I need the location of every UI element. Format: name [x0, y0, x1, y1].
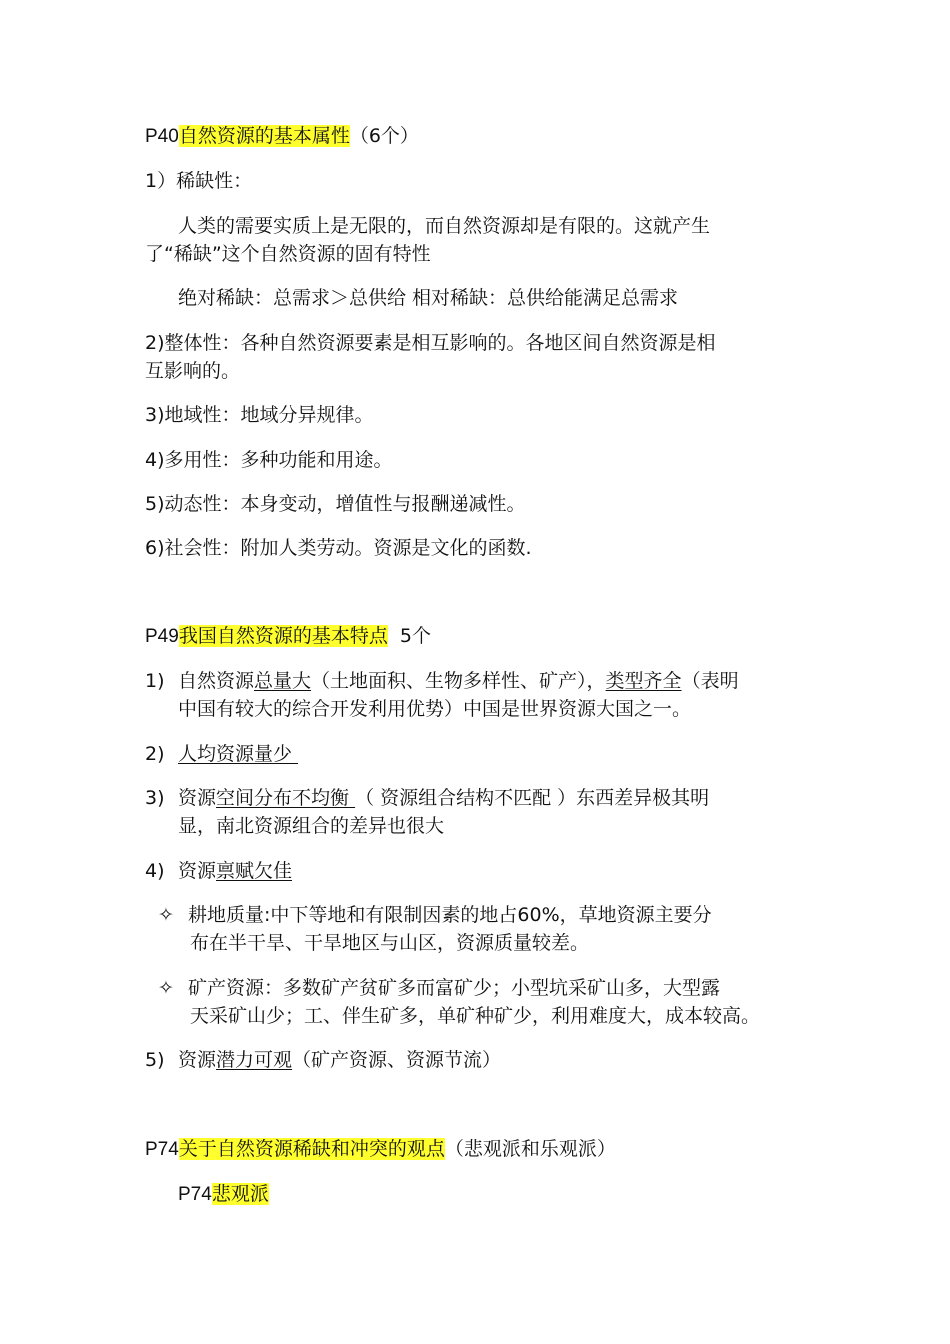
cn-item3-line2: 显，南北资源组合的差异也很大: [178, 815, 445, 837]
cn-item4-underline: 禀赋欠佳: [216, 860, 293, 882]
item-integrity-line1: 2)整体性：各种自然资源要素是相互影响的。各地区间自然资源是相: [145, 332, 716, 354]
section2-title: 我国自然资源的基本特点: [178, 625, 388, 647]
section3-sub-page-ref: P74: [178, 1184, 212, 1205]
section3-heading: [145, 1135, 616, 1164]
item-scarcity-para-line1: 人类的需要实质上是无限的，而自然资源却是有限的。这就产生: [178, 215, 711, 237]
section3-title: 关于自然资源稀缺和冲突的观点: [178, 1138, 445, 1160]
item-integrity-line2: 互影响的。: [145, 360, 241, 382]
cn-item3-line1: [145, 784, 709, 812]
cn-item1-underline-total: 总量大: [254, 670, 312, 692]
cn-item2-underline: 人均资源量少: [178, 743, 299, 765]
cn-item1-number: 1): [145, 670, 165, 692]
section1-suffix: （6个）: [349, 125, 419, 147]
cn-item5-number: 5): [145, 1049, 165, 1071]
section1-title: 自然资源的基本属性: [178, 125, 350, 147]
cn-item5-text-a: 资源: [178, 1049, 217, 1071]
cn-item2-number: 2): [145, 743, 165, 765]
cn-item3-number: 3): [145, 787, 165, 809]
cn-item1-line2: 中国有较大的综合开发利用优势）中国是世界资源大国之一。: [178, 698, 692, 720]
item-regional: 3)地域性：地域分异规律。: [145, 404, 374, 426]
section3-suffix: （悲观派和乐观派）: [444, 1138, 616, 1160]
cn-item1-underline-types: 类型齐全: [605, 670, 682, 692]
cn-item4-number: 4): [145, 860, 165, 882]
cn-item3-underline: 空间分布不均衡: [216, 787, 356, 809]
cn-item4-text-a: 资源: [178, 860, 217, 882]
section2-page-ref: P49: [145, 626, 179, 647]
cn-item5-text-b: （矿产资源、资源节流）: [292, 1049, 502, 1071]
section3-subheading: [178, 1180, 269, 1209]
diamond-bullet-icon: ✧: [158, 977, 174, 999]
cn-item1-text-b: （土地面积、生物多样性、矿产），: [311, 670, 606, 692]
cn-item2: [145, 740, 298, 768]
diamond-bullet-icon: ✧: [158, 904, 174, 926]
cn-item1-text-a: 自然资源: [178, 670, 255, 692]
bullet1-line2: 布在半干旱、干旱地区与山区，资源质量较差。: [190, 932, 590, 954]
cn-item1-text-c: （表明: [681, 670, 739, 692]
section3-page-ref: P74: [145, 1139, 179, 1160]
item-multiuse: 4)多用性：多种功能和用途。: [145, 449, 393, 471]
bullet2-text: 矿产资源：多数矿产贫矿多而富矿少；小型坑采矿山多，大型露: [188, 977, 721, 999]
section1-heading: [145, 122, 419, 151]
cn-item1-line1: [145, 667, 739, 695]
section2-heading: [145, 622, 431, 651]
section2-suffix: 5个: [387, 625, 431, 647]
item-social: 6)社会性：附加人类劳动。资源是文化的函数.: [145, 537, 532, 559]
bullet2-line1: [158, 974, 720, 1002]
bullet1-line1: [158, 901, 712, 929]
cn-item4: [145, 857, 292, 885]
item-scarcity-sub: 绝对稀缺：总需求＞总供给 相对稀缺：总供给能满足总需求: [178, 287, 679, 309]
bullet1-text: 耕地质量:中下等地和有限制因素的地占60%，草地资源主要分: [188, 904, 712, 926]
section3-sub-title: 悲观派: [211, 1183, 269, 1205]
item-scarcity-label: 1）稀缺性：: [145, 170, 253, 192]
item-dynamic: 5)动态性：本身变动，增值性与报酬递减性。: [145, 493, 526, 515]
item-scarcity-para-line2: 了“稀缺”这个自然资源的固有特性: [145, 243, 431, 265]
cn-item5-underline: 潜力可观: [216, 1049, 293, 1071]
section1-page-ref: P40: [145, 126, 179, 147]
cn-item3-text-a: 资源: [178, 787, 217, 809]
cn-item5: [145, 1046, 501, 1074]
bullet2-line2: 天采矿山少；工、伴生矿多，单矿种矿少，利用难度大，成本较高。: [190, 1005, 761, 1027]
cn-item3-text-b: （ 资源组合结构不匹配 ）东西差异极其明: [355, 787, 710, 809]
